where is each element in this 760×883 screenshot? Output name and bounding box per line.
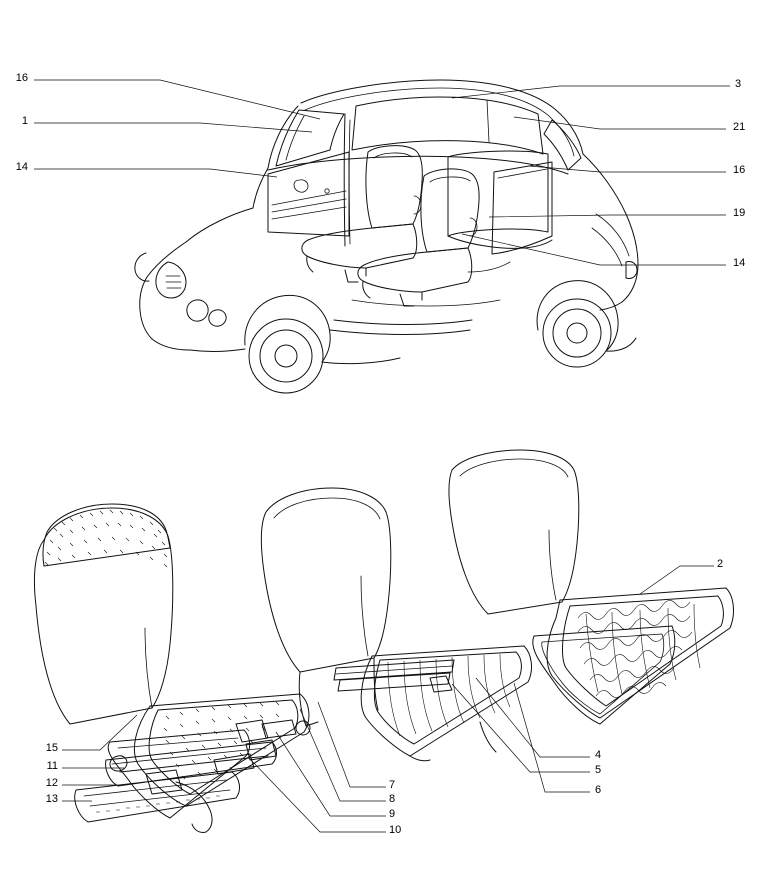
callout-6: 6 (595, 784, 602, 796)
callout-9: 9 (389, 808, 396, 820)
callout-5: 5 (595, 764, 602, 776)
callout-7: 7 (389, 779, 396, 791)
callout-2: 2 (717, 558, 724, 570)
leader-lines-upper (34, 80, 730, 265)
callout-10: 10 (389, 824, 402, 836)
callout-12: 12 (45, 777, 58, 789)
callout-13: 13 (45, 793, 58, 805)
car-outline (135, 80, 638, 393)
callout-3-right: 3 (735, 78, 742, 90)
callout-14-left: 14 (15, 161, 28, 173)
callout-16-left: 16 (15, 72, 28, 84)
callout-1-left: 1 (21, 115, 28, 127)
exploded-seats (34, 450, 733, 833)
callout-11: 11 (46, 760, 58, 772)
callout-15: 15 (45, 742, 58, 754)
callout-19-right: 19 (733, 207, 746, 219)
callout-21-right: 21 (733, 121, 746, 133)
callout-14-right: 14 (733, 257, 746, 269)
callout-16-right: 16 (733, 164, 746, 176)
callout-4: 4 (595, 749, 602, 761)
callout-8: 8 (389, 793, 396, 805)
